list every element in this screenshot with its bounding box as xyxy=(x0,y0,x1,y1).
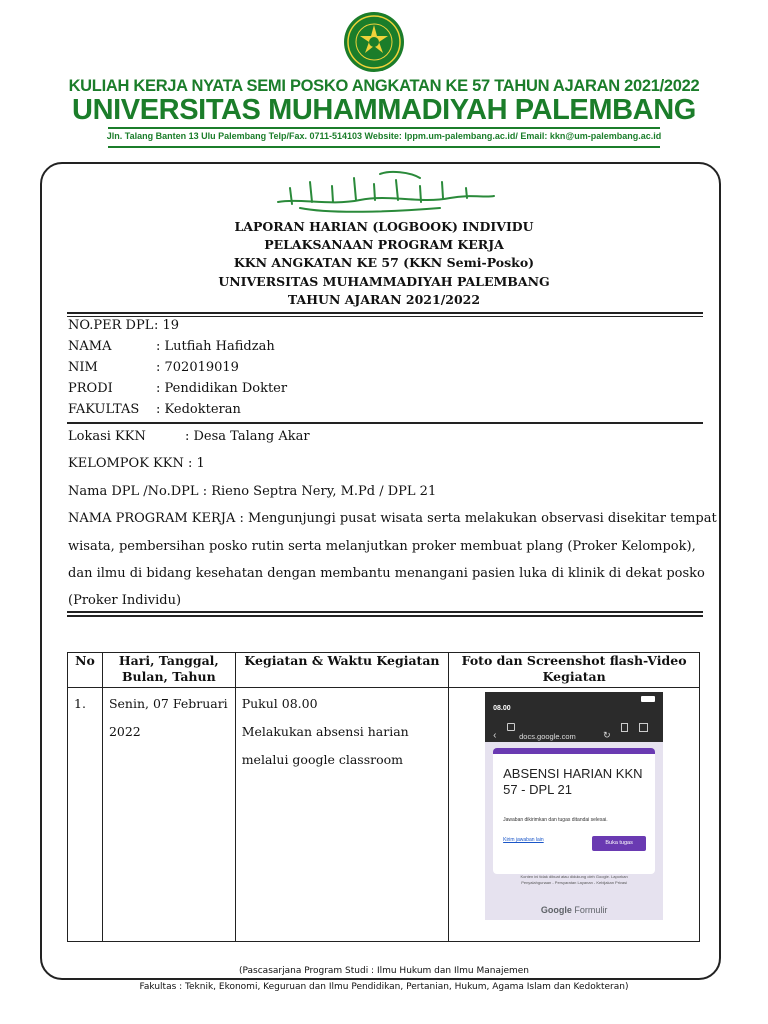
field-label: NIM xyxy=(68,360,98,375)
field-label: NO.PER DPL xyxy=(68,318,154,333)
disclaimer-line: Konten ini tidak dibuat atau didukung oleh Google. Laporkan xyxy=(520,874,628,879)
open-task-button: Buka tugas xyxy=(592,836,646,851)
program-line: dan ilmu di bidang kesehatan dengan membantu menangani pasien luka di klinik di dekat posko xyxy=(68,566,705,581)
address-line: Jln. Talang Banten 13 Ulu Palembang Telp/Fax. 0711-514103 Website: lppm.um-palembang.ac.id/ Email: kkn@um-palembang.ac.id xyxy=(106,131,662,141)
table-header-row xyxy=(68,653,700,688)
header-rule-top xyxy=(108,127,660,129)
title-line: TAHUN AJARAN 2021/2022 xyxy=(287,291,481,307)
table-row xyxy=(68,688,700,942)
divider xyxy=(67,615,703,617)
title-line: PELAKSANAAN PROGRAM KERJA xyxy=(264,237,504,253)
field-value: : Pendidikan Dokter xyxy=(156,381,288,396)
google-forms-brand xyxy=(485,896,663,920)
field-value: : Lutfiah Hafidzah xyxy=(156,339,275,354)
activity-line: Melakukan absensi harian xyxy=(241,724,409,739)
form-title-line: ABSENSI HARIAN KKN xyxy=(503,766,643,781)
phone-status-bar xyxy=(485,692,663,714)
browser-url-bar xyxy=(485,714,663,742)
status-time: 08.00 xyxy=(493,705,511,712)
header-rule-bottom xyxy=(108,146,660,148)
screenshot-image xyxy=(485,692,663,920)
lokasi-label: Lokasi KKN xyxy=(68,429,146,444)
activity-table xyxy=(67,652,700,942)
kelompok-line: KELOMPOK KKN : 1 xyxy=(68,456,205,471)
report-title xyxy=(0,218,768,309)
university-name: UNIVERSITAS MUHAMMADIYAH PALEMBANG xyxy=(72,94,696,126)
form-message: Jawaban dikirimkan dan tugas ditandai selesai. xyxy=(503,817,608,823)
title-line: UNIVERSITAS MUHAMMADIYAH PALEMBANG xyxy=(218,273,550,289)
column-header: Hari, Tanggal, Bulan, Tahun xyxy=(102,653,235,688)
another-response-link: Kirim jawaban lain xyxy=(503,837,544,843)
activity-line: melalui google classroom xyxy=(241,752,404,767)
field-value: : Kedokteran xyxy=(156,402,241,417)
title-line: LAPORAN HARIAN (LOGBOOK) INDIVIDU xyxy=(234,219,534,234)
form-title-line: 57 - DPL 21 xyxy=(503,782,573,797)
program-line: (Proker Individu) xyxy=(68,593,182,608)
footer-line: (Pascasarjana Program Studi : Ilmu Hukum dan Ilmu Manajemen xyxy=(239,966,529,976)
row-activity xyxy=(235,688,449,942)
chevron-left-icon: ‹ xyxy=(493,730,497,741)
divider xyxy=(67,611,703,613)
form-disclaimer xyxy=(493,874,655,886)
share-icon xyxy=(639,723,648,732)
battery-icon xyxy=(641,696,655,702)
field-label: PRODI xyxy=(68,381,113,396)
field-label: NAMA xyxy=(68,339,112,354)
row-date xyxy=(102,688,235,942)
event-title: KULIAH KERJA NYATA SEMI POSKO ANGKATAN KE 57 TAHUN AJARAN 2021/2022 xyxy=(68,77,700,95)
bismillah-calligraphy-icon xyxy=(270,168,500,216)
disclaimer-line: Penyalahgunaan - Persyaratan Layanan - Kebijakan Privasi xyxy=(521,880,628,885)
university-seal-icon xyxy=(343,11,405,73)
forms-wordmark: Formulir xyxy=(574,905,608,915)
field-label: FAKULTAS xyxy=(68,402,140,417)
form-title xyxy=(503,766,642,798)
reload-icon: ↻ xyxy=(603,730,611,740)
title-line: KKN ANGKATAN KE 57 (KKN Semi-Posko) xyxy=(233,255,535,271)
dpl-line: Nama DPL /No.DPL : Rieno Septra Nery, M.Pd / DPL 21 xyxy=(68,484,437,499)
google-wordmark: Google xyxy=(540,905,572,915)
date-line: 2022 xyxy=(108,724,141,739)
field-value: : 19 xyxy=(154,318,180,333)
divider xyxy=(67,316,703,317)
divider xyxy=(67,422,703,424)
date-line: Senin, 07 Februari xyxy=(108,696,228,711)
column-header: Foto dan Screenshot flash-Video Kegiatan xyxy=(449,653,700,688)
divider xyxy=(67,312,703,314)
program-line: wisata, pembersihan posko rutin serta melanjutkan proker membuat plang (Proker Kelompok), xyxy=(68,539,696,554)
program-line: NAMA PROGRAM KERJA : Mengunjungi pusat wisata serta melakukan observasi disekitar tempat xyxy=(68,511,717,526)
footer-line: Fakultas : Teknik, Ekonomi, Keguruan dan Ilmu Pendidikan, Pertanian, Hukum, Agama Islam dan Kedokteran) xyxy=(139,982,629,992)
lock-icon xyxy=(507,723,515,731)
bookmark-icon xyxy=(621,723,628,732)
column-header: No xyxy=(68,653,103,688)
activity-line: Pukul 08.00 xyxy=(241,696,318,711)
field-value: : 702019019 xyxy=(156,360,239,375)
lokasi-value: : Desa Talang Akar xyxy=(185,429,310,444)
row-screenshot xyxy=(449,688,700,942)
column-header: Kegiatan & Waktu Kegiatan xyxy=(235,653,449,688)
url-text: docs.google.com xyxy=(519,732,576,741)
row-number: 1. xyxy=(68,688,103,942)
form-card xyxy=(493,748,655,874)
